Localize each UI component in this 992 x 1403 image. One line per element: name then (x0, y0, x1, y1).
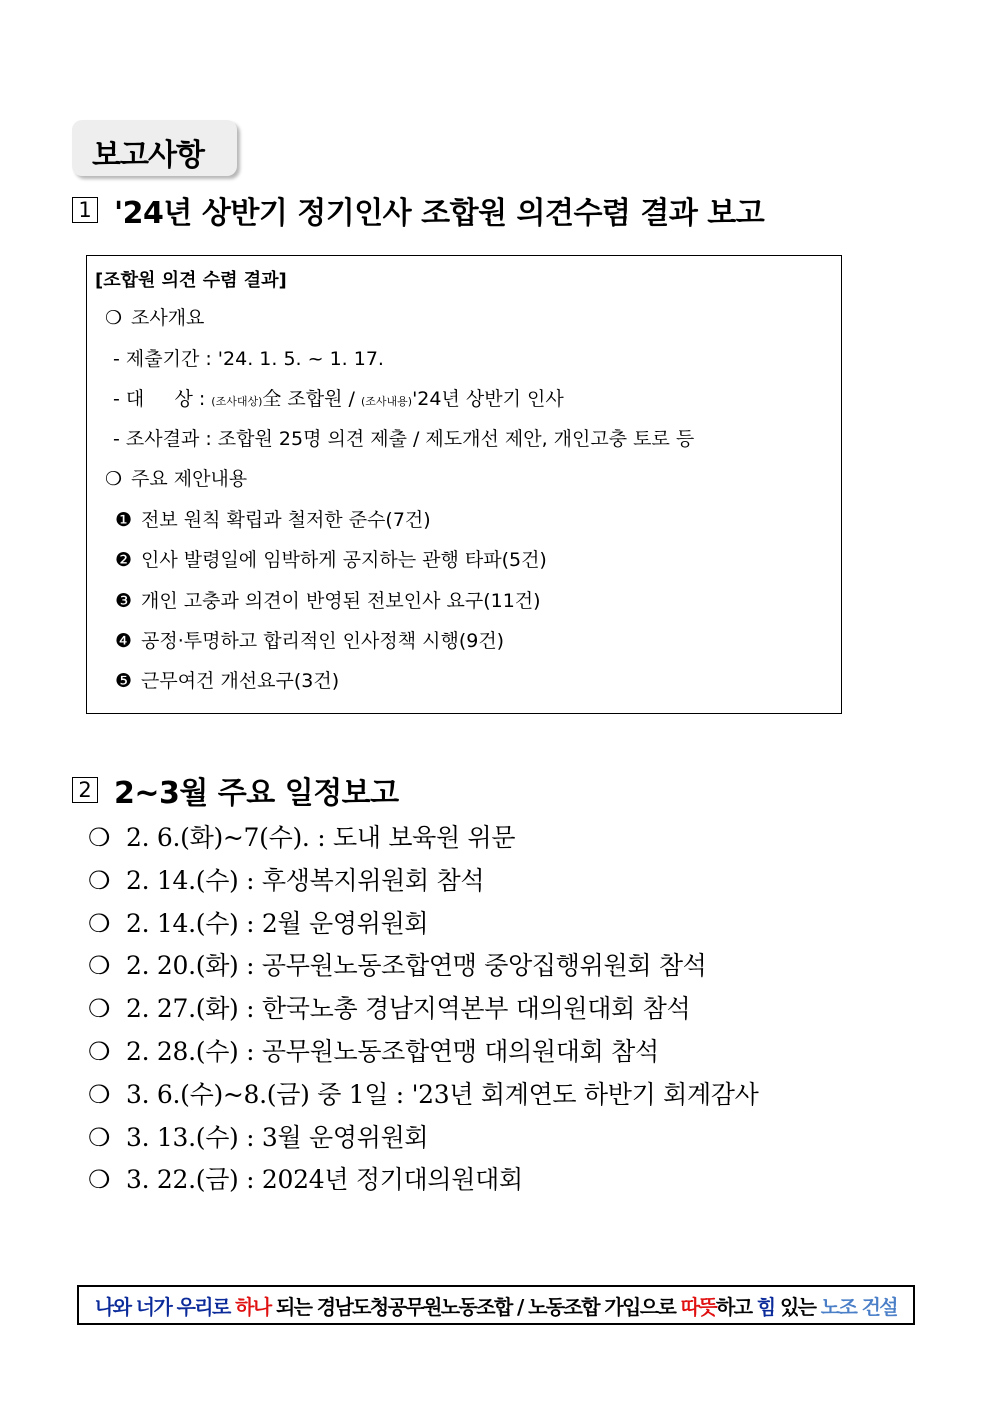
schedule-item (88, 904, 948, 940)
slogan-part: 하고 (716, 1294, 757, 1319)
number-3-icon: ❸ (115, 590, 133, 612)
section2-number: 2 (72, 777, 98, 803)
schedule-item (88, 1118, 948, 1154)
schedule-text: 2. 28.(수) : 공무원노동조합연맹 대의원대회 참석 (126, 1037, 659, 1066)
result-line: - 조사결과 : 조합원 25명 의견 제출 / 제도개선 제안, 개인고충 토로 등 (113, 428, 695, 450)
schedule-text: 2. 27.(화) : 한국노총 경남지역본부 대의원대회 참석 (126, 994, 691, 1023)
schedule-text: 2. 14.(수) : 후생복지위원회 참석 (126, 866, 485, 895)
number-1-icon: ❶ (115, 509, 133, 531)
slogan-part: 힘 (756, 1294, 775, 1319)
schedule-text: 2. 20.(화) : 공무원노동조합연맹 중앙집행위원회 참석 (126, 951, 707, 980)
number-5-icon: ❺ (115, 670, 133, 692)
slogan-footer (77, 1285, 915, 1325)
overview-heading (105, 303, 204, 330)
circle-bullet-icon: ❍ (88, 1165, 111, 1194)
proposal-item (115, 666, 339, 693)
proposal-item (115, 586, 541, 613)
proposal-item (115, 545, 547, 572)
target-small-2: (조사내용) (360, 395, 413, 408)
schedule-item (88, 1075, 948, 1111)
circle-bullet-icon: ❍ (105, 307, 123, 329)
target-text-2: '24년 상반기 인사 (412, 388, 564, 410)
circle-bullet-icon: ❍ (88, 909, 111, 938)
circle-bullet-icon: ❍ (105, 468, 123, 490)
schedule-text: 2. 6.(화)~7(수). : 도내 보육원 위문 (126, 823, 516, 852)
slogan-part: 되는 경남도청공무원노동조합 / 노동조합 가입으로 (270, 1294, 681, 1319)
target-small-1: (조사대상) (211, 395, 263, 408)
proposal-text: 개인 고충과 의견이 반영된 전보인사 요구(11건) (141, 590, 541, 612)
schedule-item (88, 946, 948, 982)
target-line (113, 384, 564, 411)
circle-bullet-icon: ❍ (88, 866, 111, 895)
schedule-text: 2. 14.(수) : 2월 운영위원회 (126, 909, 429, 938)
schedule-item (88, 818, 948, 854)
survey-result-box (86, 255, 842, 714)
schedule-text: 3. 13.(수) : 3월 운영위원회 (126, 1123, 429, 1152)
slogan-part: 나와 너가 우리로 (94, 1294, 236, 1319)
slogan-part: 있는 (774, 1294, 821, 1319)
section1-number: 1 (72, 197, 98, 223)
proposal-item (115, 505, 431, 532)
slogan-part: 노조 건설 (820, 1294, 898, 1319)
overview-label: 조사개요 (131, 307, 205, 329)
circle-bullet-icon: ❍ (88, 1123, 111, 1152)
proposal-text: 공정·투명하고 합리적인 인사정책 시행(9건) (141, 630, 505, 652)
circle-bullet-icon: ❍ (88, 951, 111, 980)
section2-title: 2~3월 주요 일정보고 (114, 776, 399, 811)
slogan-part: 하나 (235, 1294, 271, 1319)
report-tab (72, 120, 237, 176)
schedule-item (88, 1160, 948, 1196)
target-prefix: - 대 상 : (113, 388, 212, 410)
section1-title: '24년 상반기 정기인사 조합원 의견수렴 결과 보고 (114, 196, 765, 231)
proposals-heading (105, 464, 247, 491)
schedule-item (88, 1032, 948, 1068)
proposals-label: 주요 제안내용 (131, 468, 248, 490)
tab-title: 보고사항 (92, 138, 204, 173)
proposal-text: 인사 발령일에 임박하게 공지하는 관행 타파(5건) (141, 549, 547, 571)
circle-bullet-icon: ❍ (88, 823, 111, 852)
proposal-text: 전보 원칙 확립과 철저한 준수(7건) (141, 509, 431, 531)
circle-bullet-icon: ❍ (88, 1037, 111, 1066)
schedule-text: 3. 6.(수)~8.(금) 중 1일 : '23년 회계연도 하반기 회계감사 (126, 1080, 759, 1109)
schedule-item (88, 861, 948, 897)
section2-heading (72, 768, 399, 812)
number-4-icon: ❹ (115, 630, 133, 652)
period-line: - 제출기간 : '24. 1. 5. ~ 1. 17. (113, 348, 384, 370)
circle-bullet-icon: ❍ (88, 1080, 111, 1109)
schedule-item (88, 989, 948, 1025)
slogan-part: 따뜻 (680, 1294, 717, 1319)
proposal-item (115, 626, 504, 653)
proposal-text: 근무여건 개선요구(3건) (141, 670, 340, 692)
box-title: [조합원 의견 수렴 결과] (95, 270, 287, 291)
schedule-text: 3. 22.(금) : 2024년 정기대의원대회 (126, 1165, 523, 1194)
circle-bullet-icon: ❍ (88, 994, 111, 1023)
number-2-icon: ❷ (115, 549, 133, 571)
section1-heading (72, 188, 764, 232)
target-text-1: 全 조합원 / (262, 388, 361, 410)
